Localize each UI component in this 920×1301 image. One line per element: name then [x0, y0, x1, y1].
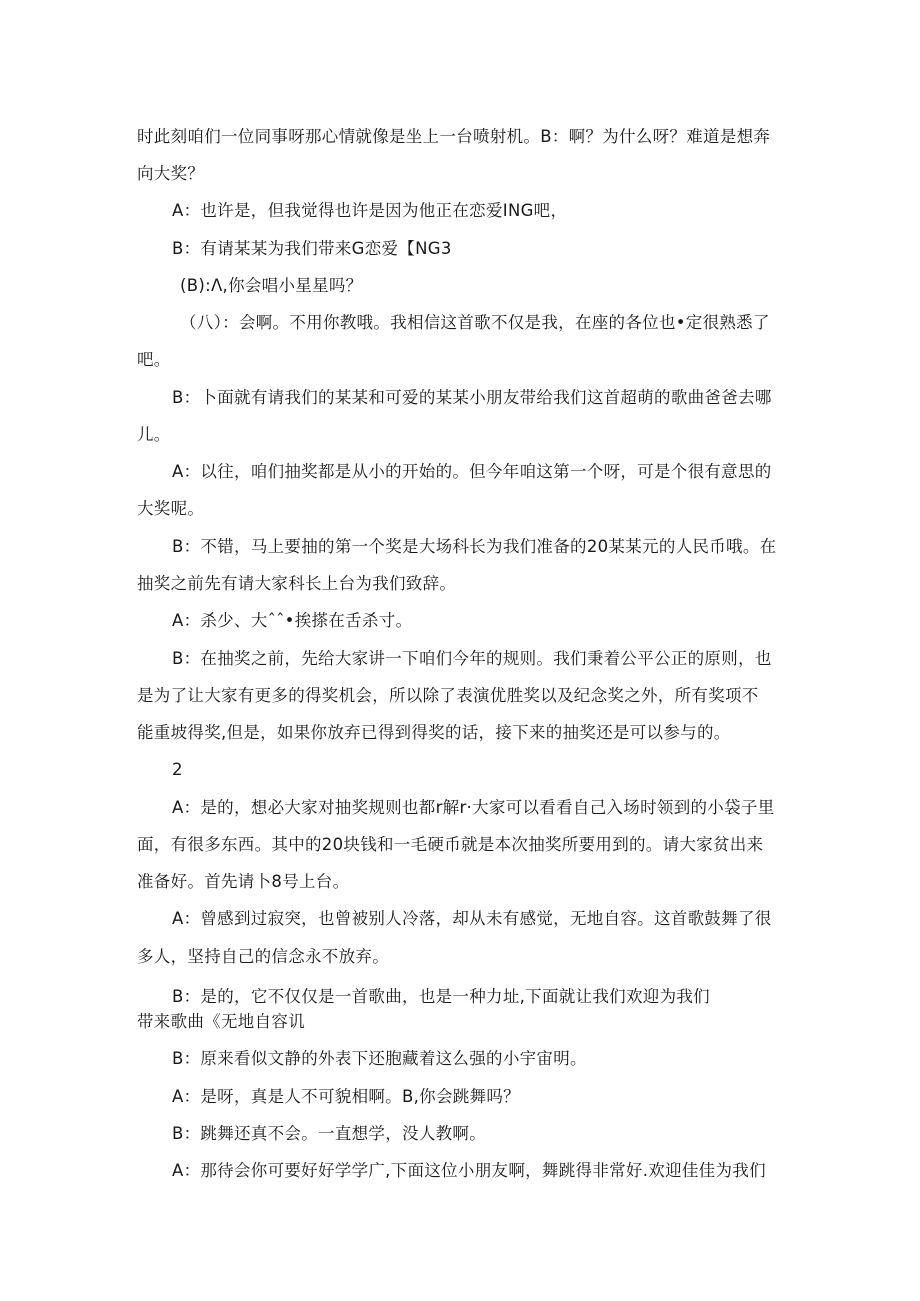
text-line-10: A：以往，咱们抽奖都是从小的开始的。但今年咱这第一个呀，可是个很有意思的 — [172, 462, 772, 481]
text-line-12: B：不错，马上要抽的第一个奖是大场科长为我们准备的20某某元的人民币哦。在 — [172, 537, 777, 556]
text-line-14: A：杀少、大ˆˆ•挨搽在舌杀寸。 — [172, 611, 413, 630]
text-line-24: 带来歌曲《无地自容讥 — [137, 1012, 305, 1031]
text-line-3: A：也许是，但我觉得也许是因为他正在恋爱ING吧， — [172, 201, 568, 220]
text-line-5: (B):Λ,你会唱小星星吗？ — [180, 276, 363, 295]
text-line-9: 儿。 — [137, 425, 171, 444]
text-line-23: B：是的，它不仅仅是一首歌曲，也是一种力址,下面就让我们欢迎为我们 — [172, 987, 710, 1006]
text-line-6: （八）：会啊。不用你教哦。我相信这首歌不仅是我，在座的各位也•定很熟悉了 — [180, 313, 770, 332]
text-line-21: A：曾感到过寂突，也曾被别人冷落，却从未有感觉，无地自容。这首歌鼓舞了很 — [172, 909, 772, 928]
text-line-19: 面，有很多东西。其中的20块钱和一毛硬币就是本次抽奖所要用到的。请大家贫出来 — [137, 835, 764, 854]
text-line-20: 准备好。首先请卜8号上台。 — [137, 872, 350, 891]
text-line-18: A：是的，想必大家对抽奖规则也都r解r·大家可以看看自己入场时领到的小袋子里 — [172, 798, 775, 817]
text-line-11: 大奖呢。 — [137, 499, 205, 518]
text-line-7: 吧。 — [137, 350, 171, 369]
text-line-4: B：有请某某为我们带来G恋爱【NG3 — [172, 239, 452, 258]
text-line-1: 时此刻咱们一位同事呀那心情就像是坐上一台喷射机。B：啊？为什么呀？难道是想奔 — [137, 127, 771, 146]
text-line-17: 能重坡得奖,但是，如果你放弃已得到得奖的话，接下来的抽奖还是可以参与的。 — [137, 723, 731, 742]
page-number: 2 — [172, 760, 183, 779]
text-line-28: A：那待会你可要好好学学广,下面这位小朋友啊，舞跳得非常好.欢迎佳佳为我们 — [172, 1161, 766, 1180]
text-line-26: A：是呀，真是人不可貌相啊。B,你会跳舞吗？ — [172, 1087, 520, 1106]
text-line-16: 是为了让大家有更多的得奖机会，所以除了表演优胜奖以及纪念奖之外，所有奖项不 — [137, 686, 759, 705]
text-line-22: 多人，坚持自己的信念永不放弃。 — [137, 947, 389, 966]
text-line-25: B：原来看似文静的外表下还胞藏着这么强的小宇宙明。 — [172, 1049, 587, 1068]
text-line-2: 向大奖？ — [137, 164, 205, 183]
text-line-8: B：卜面就有请我们的某某和可爱的某某小朋友带给我们这首超萌的歌曲爸爸去哪 — [172, 388, 772, 407]
text-line-13: 抽奖之前先有请大家科长上台为我们致辞。 — [137, 574, 457, 593]
text-line-15: B：在抽奖之前，先给大家讲一下咱们今年的规则。我们秉着公平公正的原则，也 — [172, 649, 772, 668]
text-line-27: B：跳舞还真不会。一直想学，没人教啊。 — [172, 1124, 487, 1143]
